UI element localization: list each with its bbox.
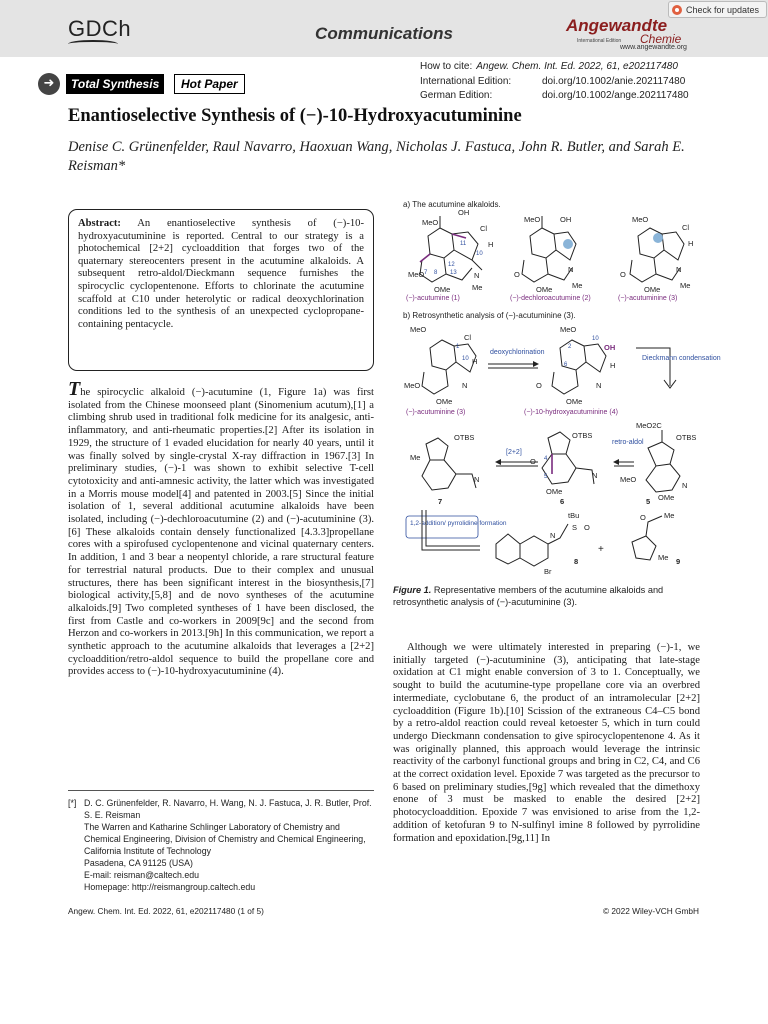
german-edition-doi[interactable]: doi.org/10.1002/ange.202117480 — [542, 90, 689, 101]
step-retro-aldol: retro-aldol — [612, 439, 644, 446]
drop-cap: T — [68, 378, 81, 400]
mol8-label-s: S — [572, 523, 578, 532]
mol7-number: 7 — [438, 497, 443, 506]
check-updates-button[interactable] — [668, 1, 767, 18]
mol1-label-meo-2: MeO — [408, 270, 425, 279]
body-text-right-paragraph: Although we were ultimately interested in preparing (−)-1, we initially targeted (−)-acutuminine (3), anticipating that late-stage oxidation at C1 might enable conversion of 3 to 1. Conceptually, we sought to build the acutumine-type propellane core via an overbred intermediate, cyclobutane 6, the product of an intramolecular [2+2] cycloaddition (Figure 1b).[10] Scission of the extraneous C4–C5 bond by a retro-aldol reaction could reveal ketoester 5, which in turn could undergo Dieckmann condensation to give spirocyclopentenone 4. As it was originally planned, this approach would leverage the intrinsic reactivity of the carbonyl functional groups and bring in C2, C4, and C6 at the correct oxidation level. Epoxide 7 was targeted as the precursor to 6 based on preliminary studies,[9g] which revealed that the dimethoxy enone of 3 must be masked to enable the desired [2+2] photocycloaddition. Epoxide 7 was envisioned to arise from the 1,2-addition of ketofuran 9 to N-sulfinyl imine 8 followed by pyrrolidine formation and epoxidation.[9g,11] In — [393, 642, 700, 844]
mol8-label-tbu: tBu — [568, 511, 580, 520]
mol1-num-12: 12 — [448, 262, 455, 268]
abstract-label: Abstract: — [78, 218, 121, 229]
molecule-retro-3 — [422, 340, 476, 394]
mol8-label-n: N — [550, 531, 556, 540]
retro4-num-2: 2 — [568, 344, 572, 350]
abstract-box — [68, 209, 374, 371]
journal-header — [0, 0, 768, 57]
footnote-email[interactable]: E-mail: reisman@caltech.edu — [84, 870, 200, 880]
body-text-left — [68, 378, 374, 679]
mol5-number: 5 — [646, 497, 651, 506]
retro3-name: (−)-acutuminine (3) — [406, 409, 466, 416]
retro3-label-ome: OMe — [436, 397, 453, 406]
retro4-label-n: N — [596, 381, 602, 390]
how-to-cite-value: Angew. Chem. Int. Ed. 2022, 61, e202117480 — [476, 61, 678, 72]
mol5-label-n: N — [682, 481, 688, 490]
step-deoxychlorination: deoxychlorination — [490, 349, 545, 356]
mol5-label-meo: MeO — [620, 475, 637, 484]
mol9-label-me: Me — [664, 511, 675, 520]
retro4-name: (−)-10-hydroxyacutuminine (4) — [524, 409, 618, 416]
german-edition-label: German Edition: — [420, 90, 493, 101]
retro3-label-meo: MeO — [410, 325, 427, 334]
molecule-ketoester-5 — [646, 430, 680, 492]
page-footer-copyright: © 2022 Wiley-VCH GmbH — [602, 906, 699, 916]
mol1-num-13: 13 — [450, 270, 457, 276]
mol9-label-me-2: Me — [658, 553, 669, 562]
mol2-label-ome: OMe — [536, 285, 553, 294]
section-title: Communications — [315, 24, 453, 43]
retro3-label-n: N — [462, 381, 468, 390]
figure-caption-text: Representative members of the acutumine alkaloids and retrosynthetic analysis of (−)-acutuminine (3). — [393, 585, 664, 607]
retro4-num-6: 6 — [564, 362, 568, 368]
retro3-label-cl: Cl — [464, 333, 472, 342]
step-1-2-addition: 1,2-addition/ pyrrolidine formation — [410, 520, 507, 527]
mol2-label-n: N — [568, 265, 574, 274]
mol1-num-11: 11 — [460, 241, 467, 247]
retro3-label-h: H — [472, 357, 478, 366]
footnote-affiliation: The Warren and Katharine Schlinger Laboratory of Chemistry and Chemical Engineering, Division of Chemistry and Chemical Engineering, California Institute of Technology — [84, 822, 366, 856]
mol3-label-n: N — [676, 265, 682, 274]
mol3-highlight — [653, 233, 663, 243]
journal-url[interactable]: www.angewandte.org — [620, 44, 687, 51]
mol1-label-oh: OH — [458, 208, 470, 217]
mol2-label-o: O — [514, 270, 520, 279]
citation-block — [420, 60, 689, 104]
article-title: Enantioselective Synthesis of (−)-10-Hydroxyacutuminine — [68, 106, 522, 126]
abstract-text: An enantioselective synthesis of (−)-10-hydroxyacutuminine is reported. Central to our strategy is a photochemical [2+2] cycloaddition that forges two of the quaternary stereocenters present in the acutumine alkaloids. A subsequent retro-aldol/Dieckmann sequence furnishes the spirocyclic cyclopentenone. Efforts to chlorinate the acutumine scaffold at C10 under heterolytic or radical deoxychlorination conditions led to the synthesis of an unexpected cyclopropane-containing pentacycle. — [78, 218, 364, 330]
mol6-label-otbs: OTBS — [572, 431, 593, 440]
mol6-label-ome: OMe — [546, 487, 563, 496]
mol1-label-me: Me — [472, 283, 483, 292]
mol2-name: (−)-dechloroacutumine (2) — [510, 295, 591, 302]
retro3-num-1: 1 — [456, 344, 460, 350]
mol5-label-ome: OMe — [658, 493, 675, 502]
step-2plus2: [2+2] — [506, 449, 522, 456]
footnote-divider — [68, 790, 374, 791]
retro4-label-ome: OMe — [566, 397, 583, 406]
gdch-logo: GDCh — [68, 16, 132, 41]
mol3-label-o: O — [620, 270, 626, 279]
mol7-label-otbs: OTBS — [454, 433, 475, 442]
mol9-number: 9 — [676, 557, 681, 566]
page-footer-citation: Angew. Chem. Int. Ed. 2022, 61, e202117480 (1 of 5) — [68, 906, 264, 916]
mol6-number: 6 — [560, 497, 565, 506]
retro4-label-oh: OH — [604, 343, 616, 352]
mol1-label-cl: Cl — [480, 224, 488, 233]
journal-logo-sub: Chemie — [640, 32, 682, 46]
hot-paper-badge: Hot Paper — [174, 74, 245, 94]
mol2-label-oh: OH — [560, 215, 572, 224]
mol5-label-otbs: OTBS — [676, 433, 697, 442]
retro4-num-10: 10 — [592, 336, 599, 342]
figure-panel-a-label: a) The acutumine alkaloids. — [403, 200, 501, 209]
mol1-num-10: 10 — [476, 251, 483, 257]
footnote-authors: D. C. Grünenfelder, R. Navarro, H. Wang, N. J. Fastuca, J. R. Butler, Prof. S. E. Reisman — [84, 798, 372, 820]
author-list: Denise C. Grünenfelder, Raul Navarro, Haoxuan Wang, Nicholas J. Fastuca, John R. Butler, and Sarah E. Reisman* — [68, 139, 685, 174]
mol8-number: 8 — [574, 557, 579, 566]
mol8-label-o: O — [584, 523, 590, 532]
body-text-right — [393, 642, 700, 845]
intl-edition-doi[interactable]: doi.org/10.1002/anie.202117480 — [542, 75, 686, 87]
mol1-name: (−)-acutumine (1) — [406, 295, 460, 302]
retro4-label-meo: MeO — [560, 325, 577, 334]
mol3-label-me: Me — [680, 281, 691, 290]
mol6-label-n: N — [592, 471, 598, 480]
mol3-label-h: H — [688, 239, 694, 248]
footnote-mark: [*] — [68, 798, 77, 808]
mol6-label-o: O — [530, 457, 536, 466]
mol3-label-meo: MeO — [632, 215, 649, 224]
mol1-label-h: H — [488, 240, 494, 249]
mol2-label-me: Me — [572, 281, 583, 290]
step-dieckmann: Dieckmann condensation — [642, 355, 721, 362]
mol1-num-7: 7 — [424, 270, 428, 276]
mol1-label-ome: OMe — [434, 285, 451, 294]
mol1-label-meo: MeO — [422, 218, 439, 227]
mol3-label-ome: OMe — [644, 285, 661, 294]
hot-paper-icon: ➜ — [38, 73, 60, 95]
topic-badge: Total Synthesis — [66, 74, 164, 94]
retro3-label-meo-2: MeO — [404, 381, 421, 390]
intl-edition-label: International Edition: — [420, 75, 512, 87]
mol6-num-4: 4 — [544, 456, 548, 462]
mol2-label-meo: MeO — [524, 215, 541, 224]
crossmark-icon — [672, 5, 682, 15]
mol7-label-me: Me — [410, 453, 421, 462]
figure-caption — [393, 584, 701, 608]
molecule-sulfinyl-imine-8 — [496, 524, 568, 566]
author-footnote — [68, 797, 374, 893]
mol8-label-br: Br — [544, 567, 552, 576]
journal-tag: International Edition — [577, 38, 622, 44]
mol6-num-5: 5 — [544, 474, 548, 480]
journal-logo: Angewandte — [566, 16, 668, 35]
mol5-label-meo2c: MeO2C — [636, 421, 662, 430]
molecule-epoxide-7 — [422, 438, 476, 490]
body-text-left-paragraph: he spirocyclic alkaloid (−)-acutumine (1, Figure 1a) was first isolated from the Chinese moonseed plant (Sinomenium acutum),[1] a climbing shrub used in traditional folk medicine for its analgesic, anti-inflammatory, and anti-rheumatic properties.[2] After its isolation in 1929, the structure of 1 evaded elucidation for nearly 40 years, until it was finally solved by single-crystal X-ray diffraction in 1967.[3] In preliminary studies, (−)-1 was shown to exhibit selective T-cell cytotoxicity and anti-amnesic activity, the latter which was investigated in a Morris mouse model[4] and patented in 2003.[5] Since the initial isolation of 1, several additional acutumine alkaloids have been isolated, including (−)-dechloroacutumine (2) and (−)-acutuminine (3).[6] These alkaloids contain densely functionalized [4.3.3]propellane cores with a spirofused cyclopentenone and vicinal quaternary centers. In addition, 1 and 3 bear a neopentyl chloride, a rare structural feature for terrestrial natural products. Due to their complex and unusual structures, there has been significant interest in the biosynthesis,[7] biological activity,[5,8] and de novo syntheses of the acutumine alkaloids.[9] Two completed syntheses of 1 have been disclosed, the first from Castle and co-workers in 2009[9c] and the second from Herzon and co-workers in 2013.[9h] In this communication, we report a synthetic approach to the acutumine alkaloids that leverages a [2+2] cycloaddition/retro-aldol sequence to build the propellane core and provides access to (−)-10-hydroxyacutuminine (4). — [68, 387, 374, 678]
mol1-num-8: 8 — [434, 270, 438, 276]
mol2-highlight — [563, 239, 573, 249]
arrow-disconnection-2 — [426, 510, 480, 546]
retro4-label-o: O — [536, 381, 542, 390]
mol7-label-n: N — [474, 475, 480, 484]
retro3-num-10: 10 — [462, 356, 469, 362]
plus-sign: + — [598, 544, 604, 555]
footnote-homepage[interactable]: Homepage: http://reismangroup.caltech.edu — [84, 882, 256, 892]
how-to-cite-label: How to cite: — [420, 61, 473, 72]
figure-caption-label: Figure 1. — [393, 585, 432, 595]
footnote-address: Pasadena, CA 91125 (USA) — [84, 858, 193, 868]
mol3-label-cl: Cl — [682, 223, 690, 232]
mol9-label-o: O — [640, 513, 646, 522]
figure-panel-b-label: b) Retrosynthetic analysis of (−)-acutuminine (3). — [403, 311, 576, 320]
retro4-label-h: H — [610, 361, 616, 370]
figure-1 — [400, 198, 721, 578]
mol3-name: (−)-acutuminine (3) — [618, 295, 678, 302]
mol1-label-n: N — [474, 271, 480, 280]
arrow-dieckmann — [636, 348, 670, 386]
check-updates-label: Check for updates — [686, 4, 760, 15]
